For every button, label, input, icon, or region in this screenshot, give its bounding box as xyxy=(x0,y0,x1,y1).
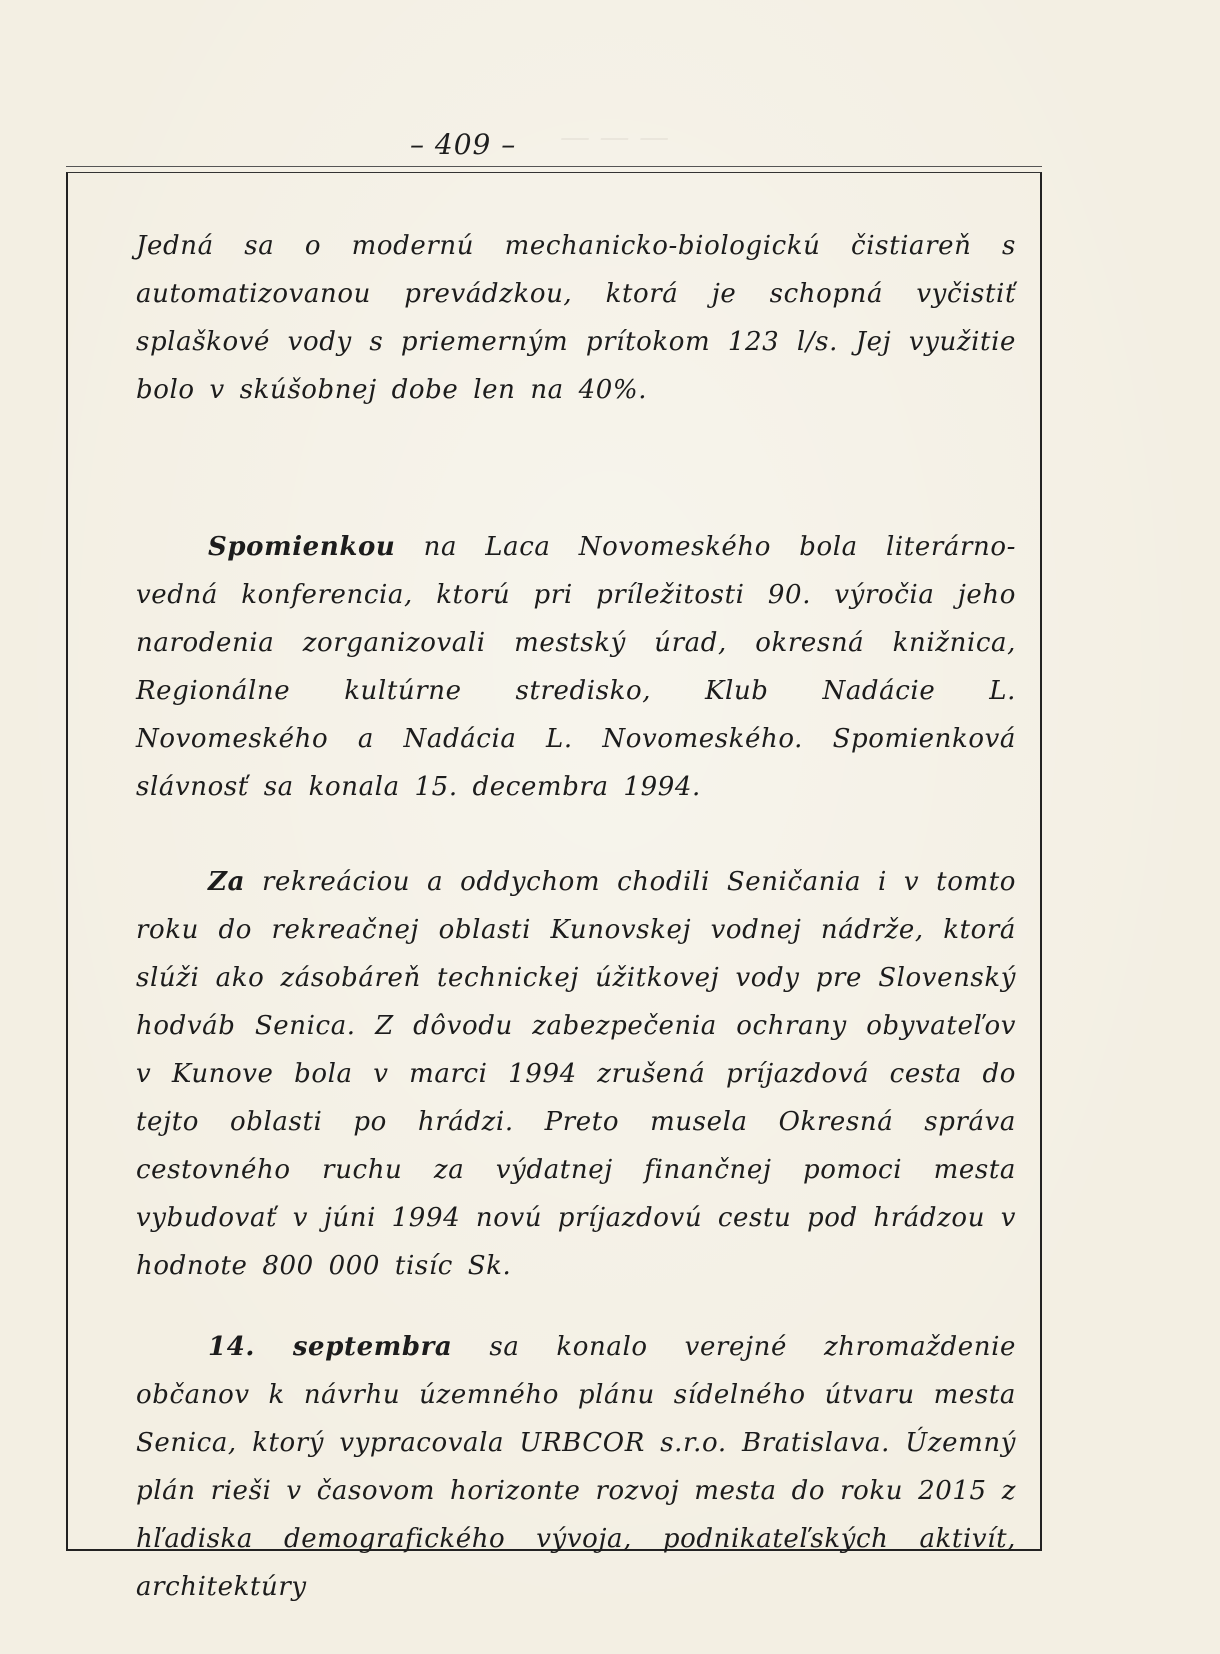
entry-text: na Laca Novomeského bola literárno-vedná konferencia, ktorú pri príležitosti 90. výročia jeho narodenia zorganizovali mestský úrad, okresná knižnica, Regionálne kultúrne stredisko, Klub Nadácie L. Novomeského a Nadácia L. Novomeského. Spomienková slávnosť sa konala 15. decembra 1994. xyxy=(136,532,1016,802)
entry-text: rekreáciou a oddychom chodili Seničania i v tomto roku do rekreačnej oblasti Kunovskej vodnej nádrže, ktorá slúži ako zásobáreň technickej úžitkovej vody pre Slovenský hodváb Senica. Z dôvodu zabezpečenia ochrany obyvateľov v Kunove bola v marci 1994 zrušená príjazdová cesta do tejto oblasti po hrádzi. Preto musela Okresná správa cestovného ruchu za výdatnej finančnej pomoci mesta vybudovať v júni 1994 novú príjazdovú cestu pod hrádzou v hodnote 800 000 tisíc Sk. xyxy=(136,867,1016,1281)
chronicle-entry xyxy=(136,523,1016,811)
entry-lead: Spomienkou xyxy=(208,532,396,562)
page-number: – 409 – xyxy=(410,128,517,161)
chronicle-entry xyxy=(136,222,1016,414)
entry-text: Jedná sa o modernú mechanicko-biologickú čistiareň s automatizovanou prevádzkou, ktorá je schopná vyčistiť splaškové vody s priemerným prítokom 123 l/s. Jej využitie bolo v skúšobnej dobe len na 40%. xyxy=(136,231,1016,405)
chronicle-entry xyxy=(136,858,1016,1290)
entry-text: sa konalo verejné zhromaždenie občanov k návrhu územného plánu sídelného útvaru mesta Senica, ktorý vypracovala URBCOR s.r.o. Bratislava. Územný plán rieši v časovom horizonte rozvoj mesta do roku 2015 z hľadiska demografického vývoja, podnikateľských aktivít, architektúry xyxy=(136,1332,1017,1602)
bleed-through-decoration: — — — xyxy=(560,120,670,155)
entry-lead: 14. septembra xyxy=(208,1332,453,1362)
entry-lead: Za xyxy=(208,867,246,897)
chronicle-entry xyxy=(136,1323,1016,1611)
